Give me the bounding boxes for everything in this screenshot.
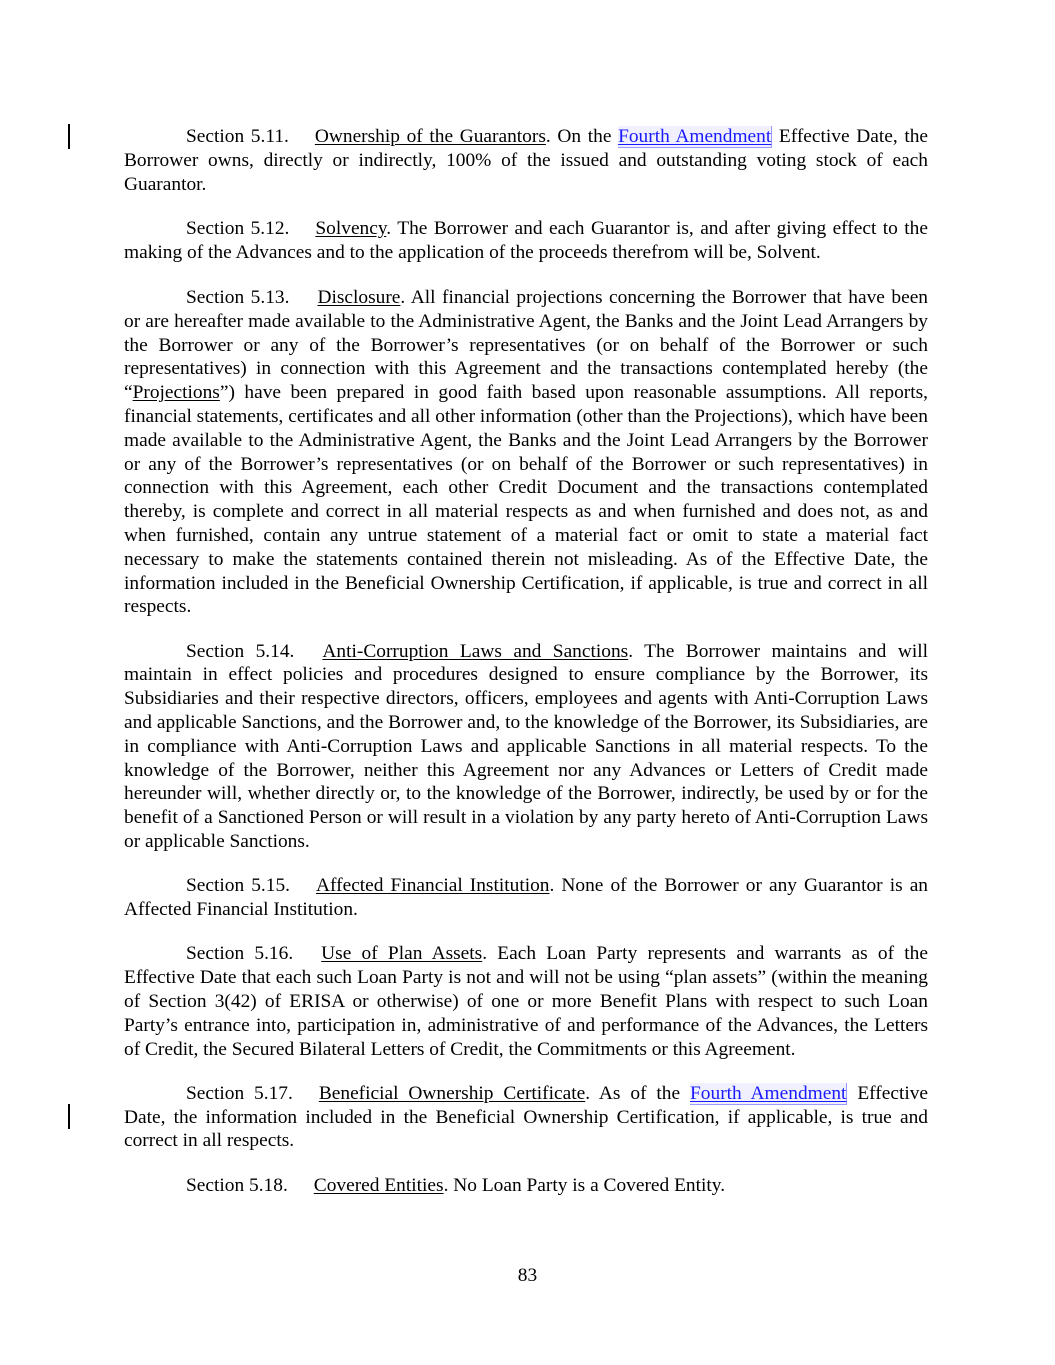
section-number: Section 5.13. — [186, 286, 290, 308]
section-number: Section 5.18. — [186, 1174, 288, 1196]
section-number: Section 5.12. — [186, 217, 290, 239]
section-heading: Beneficial Ownership Certificate — [318, 1082, 586, 1104]
section-number: Section 5.11. — [186, 126, 289, 147]
section-5-14: Section 5.14. Anti-Corruption Laws and Sanctions. The Borrower maintains and will maintain in effect policies and procedures designed to ensure compliance by the Borrower, its Subsidiaries and their respective directors, officers, employees and agents with Anti-Corruption Laws and applicable Sanctions, and the Borrower and, to the knowledge of the Borrower, its Subsidiaries, are in compliance with Anti-Corruption Laws and applicable Sanctions in all material respects. To the knowledge of the Borrower, neither this Agreement nor any Advances or Letters of Credit made hereunder will, whether directly or, to the knowledge of the Borrower, indirectly, be used by or for the benefit of a Sanctioned Person or will result in a violation by any party hereto of Anti-Corruption Laws or applicable Sanctions. — [124, 640, 928, 853]
section-number: Section 5.14. — [186, 640, 295, 662]
section-heading: Solvency — [315, 217, 387, 239]
inserted-text-fourth-amendment: Fourth Amendment — [618, 126, 772, 147]
section-5-15: Section 5.15. Affected Financial Institution. None of the Borrower or any Guarantor is an Affected Financial Institution. — [124, 875, 928, 921]
section-heading: Disclosure — [317, 286, 401, 308]
inserted-text-fourth-amendment: Fourth Amendment — [690, 1082, 847, 1104]
page-number: 83 — [517, 1265, 538, 1286]
section-5-12: Section 5.12. Solvency. The Borrower and each Guarantor is, and after giving effect to the making of the Advances and to the application of the proceeds therefrom will be, Solvent. — [124, 217, 928, 263]
section-heading: Anti-Corruption Laws and Sanctions — [322, 640, 629, 662]
section-heading: Covered Entities — [313, 1174, 444, 1196]
section-heading: Ownership of the Guarantors — [314, 126, 546, 147]
section-5-17: Section 5.17. Beneficial Ownership Certificate. As of the Fourth Amendment Effective Date, the information included in the Beneficial Ownership Certification, if applicable, is true and correct in all respects. — [124, 1082, 929, 1152]
section-5-18: Section 5.18. Covered Entities. No Loan Party is a Covered Entity. — [186, 1174, 726, 1196]
section-number: Section 5.17. — [186, 1082, 293, 1104]
section-5-11: Section 5.11. Ownership of the Guarantors. On the Fourth Amendment Effective Date, the Borrower owns, directly or indirectly, 100% of the issued and outstanding voting stock of each Guarantor. — [124, 126, 929, 195]
document-page — [124, 125, 928, 1218]
defined-term-projections: Projections — [132, 382, 220, 404]
change-bar-5-11 — [68, 124, 70, 149]
section-heading: Use of Plan Assets — [321, 943, 483, 965]
change-bar-5-17 — [68, 1104, 70, 1129]
section-number: Section 5.15. — [186, 875, 291, 897]
section-5-13: Section 5.13. Disclosure. All financial projections concerning the Borrower that have been or are hereafter made available to the Administrative Agent, the Banks and the Joint Lead Arrangers by the Borrower or any of the Borrower’s representatives (or on behalf of the Borrower or such representatives) in connection with this Agreement and the transactions contemplated hereby (the “Projections”) have been prepared in good faith based upon reasonable assumptions. All reports, financial statements, certificates and all other information (other than the Projections), which have been made available to the Administrative Agent, the Banks and the Joint Lead Arrangers by the Borrower or any of the Borrower’s representatives (or on behalf of the Borrower or such representatives) in connection with this Agreement, each other Credit Document and the transactions contemplated thereby, is complete and correct in all material respects as and when furnished and does not, as and when furnished, contain any untrue statement of a material fact or omit to state a material fact necessary to make the statements contained therein not misleading. As of the Effective Date, the information included in the Beneficial Ownership Certification, if applicable, is true and correct in all respects. — [124, 286, 929, 618]
section-heading: Affected Financial Institution — [316, 875, 550, 897]
section-number: Section 5.16. — [186, 943, 294, 965]
section-5-16: Section 5.16. Use of Plan Assets. Each Loan Party represents and warrants as of the Effective Date that each such Loan Party is not and will not be using “plan assets” (within the meaning of Section 3(42) of ERISA or otherwise) of one or more Benefit Plans with respect to such Loan Party’s entrance into, participation in, administrative of and performance of the Advances, the Letters of Credit, the Secured Bilateral Letters of Credit, the Commitments or this Agreement. — [124, 943, 928, 1060]
